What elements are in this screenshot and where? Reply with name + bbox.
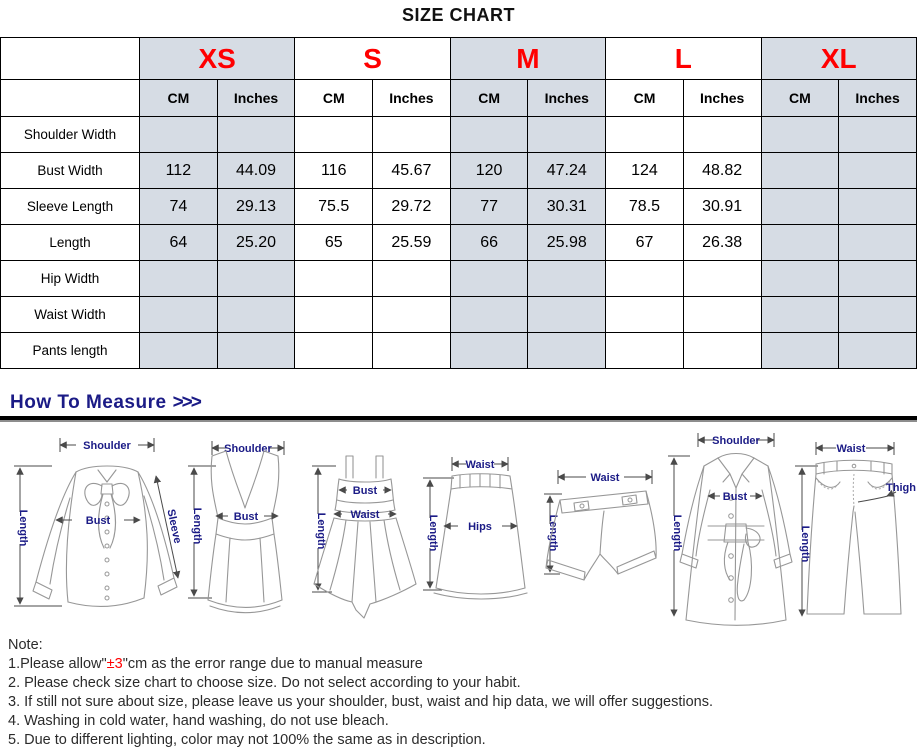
value-cell: 64 [140,225,218,261]
value-cell: 26.38 [683,225,761,261]
measure-label-bust: Bust [85,515,111,527]
value-cell [839,297,917,333]
value-cell [140,297,218,333]
value-cell [606,333,684,369]
value-cell [528,261,606,297]
dress-illustration [306,452,418,624]
value-cell [450,261,528,297]
how-to-measure-heading [10,392,200,414]
measure-label-waist: Waist [836,443,866,455]
table-row [1,153,917,189]
table-row [1,117,917,153]
measure-label-length: Length [671,514,683,552]
value-cell: 65 [295,225,373,261]
value-cell: 66 [450,225,528,261]
value-cell [839,153,917,189]
value-cell [295,261,373,297]
value-cell: 25.20 [217,225,295,261]
section-divider [0,416,917,422]
measure-label-waist: Waist [350,509,380,521]
value-cell: 30.31 [528,189,606,225]
row-label: Sleeve Length [1,189,140,225]
value-cell [606,117,684,153]
value-cell [606,297,684,333]
page-title: SIZE CHART [402,5,515,25]
size-header-m: M [450,38,605,80]
measure-label-length: Length [799,525,811,563]
measure-label-waist: Waist [590,472,620,484]
value-cell [217,297,295,333]
value-cell [683,261,761,297]
unit-header-cm: CM [450,80,528,117]
value-cell [217,333,295,369]
value-cell [761,297,839,333]
value-cell [839,117,917,153]
row-label: Waist Width [1,297,140,333]
value-cell: 74 [140,189,218,225]
value-cell: 120 [450,153,528,189]
value-cell [683,333,761,369]
value-cell [450,333,528,369]
measure-label-thigh: Thigh [886,482,916,494]
unit-header-cm: CM [140,80,218,117]
unit-header-cm: CM [295,80,373,117]
value-cell [373,261,451,297]
value-cell [373,117,451,153]
value-cell: 77 [450,189,528,225]
measure-label-bust: Bust [352,485,378,497]
measure-label-length: Length [191,507,203,545]
unit-header-cm: CM [761,80,839,117]
value-cell [683,297,761,333]
unit-header-inches: Inches [217,80,295,117]
measure-label-bust: Bust [233,511,259,523]
measure-label-shoulder: Shoulder [712,435,760,447]
measure-label-shoulder: Shoulder [83,440,131,452]
value-cell [528,333,606,369]
unit-header-cm: CM [606,80,684,117]
unit-header-inches: Inches [373,80,451,117]
value-cell [217,117,295,153]
measure-label-waist: Waist [465,459,495,471]
skirt-illustration [418,452,538,610]
measure-label-bust: Bust [722,491,748,503]
value-cell: 30.91 [683,189,761,225]
value-cell [295,297,373,333]
value-cell: 45.67 [373,153,451,189]
note-heading: Note: [8,637,43,653]
size-header-xs: XS [140,38,295,80]
blouse-illustration [6,432,182,624]
value-cell: 112 [140,153,218,189]
row-label: Bust Width [1,153,140,189]
value-cell: 29.13 [217,189,295,225]
note-line-2: 2. Please check size chart to choose size. Do not select according to your habit. [8,675,521,691]
row-label: Shoulder Width [1,117,140,153]
table-row [1,261,917,297]
value-cell [140,117,218,153]
value-cell: 25.98 [528,225,606,261]
measure-label-length: Length [17,509,29,547]
triple-chevron-icon: >>> [172,392,200,413]
value-cell [839,333,917,369]
value-cell [295,333,373,369]
value-cell [761,333,839,369]
value-cell: 124 [606,153,684,189]
unit-header-inches: Inches [839,80,917,117]
value-cell: 25.59 [373,225,451,261]
value-cell [683,117,761,153]
value-cell: 78.5 [606,189,684,225]
value-cell [528,117,606,153]
table-row [1,225,917,261]
row-label: Length [1,225,140,261]
value-cell [295,117,373,153]
value-cell [140,261,218,297]
unit-header-inches: Inches [683,80,761,117]
tank-top-illustration [182,436,308,622]
value-cell [606,261,684,297]
value-cell [450,297,528,333]
measure-label-length: Length [547,514,559,552]
value-cell [761,225,839,261]
value-cell: 48.82 [683,153,761,189]
how-to-measure-label: How To Measure [10,392,167,413]
value-cell: 67 [606,225,684,261]
unit-header-inches: Inches [528,80,606,117]
value-cell [140,333,218,369]
measure-label-length: Length [427,514,439,552]
value-cell [839,189,917,225]
measure-label-sleeve: Sleeve [164,508,184,545]
pants-illustration [790,438,917,622]
note-line-5: 5. Due to different lighting, color may not 100% the same as in description. [8,732,486,748]
value-cell [373,297,451,333]
table-row [1,297,917,333]
shorts-illustration [538,466,668,596]
value-cell: 75.5 [295,189,373,225]
value-cell: 47.24 [528,153,606,189]
value-cell: 29.72 [373,189,451,225]
size-chart-table [0,37,917,369]
value-cell [761,189,839,225]
corner-cell [1,38,140,80]
notes-block [8,636,713,750]
measure-label-hips: Hips [468,521,492,533]
measure-label-shoulder: Shoulder [224,443,272,455]
size-chart-body [1,38,917,369]
value-cell: 44.09 [217,153,295,189]
row-label: Pants length [1,333,140,369]
table-row [1,333,917,369]
value-cell [839,261,917,297]
size-header-xl: XL [761,38,917,80]
value-cell [450,117,528,153]
size-header-s: S [295,38,450,80]
value-cell [373,333,451,369]
note-line-4: 4. Washing in cold water, hand washing, do not use bleach. [8,713,389,729]
coat-illustration [660,428,796,626]
value-cell [839,225,917,261]
value-cell [761,153,839,189]
value-cell [761,117,839,153]
value-cell: 116 [295,153,373,189]
row-label: Hip Width [1,261,140,297]
unit-row-label-cell [1,80,140,117]
note-line-1: 1.Please allow"±3"cm as the error range due to manual measure [8,656,423,672]
table-row [1,189,917,225]
measure-label-length: Length [315,512,327,550]
note-line-3: 3. If still not sure about size, please leave us your shoulder, bust, waist and hip data, we will offer suggestions. [8,694,713,710]
value-cell [761,261,839,297]
value-cell [528,297,606,333]
size-header-l: L [606,38,761,80]
note-error-range: ±3 [106,656,123,672]
value-cell [217,261,295,297]
